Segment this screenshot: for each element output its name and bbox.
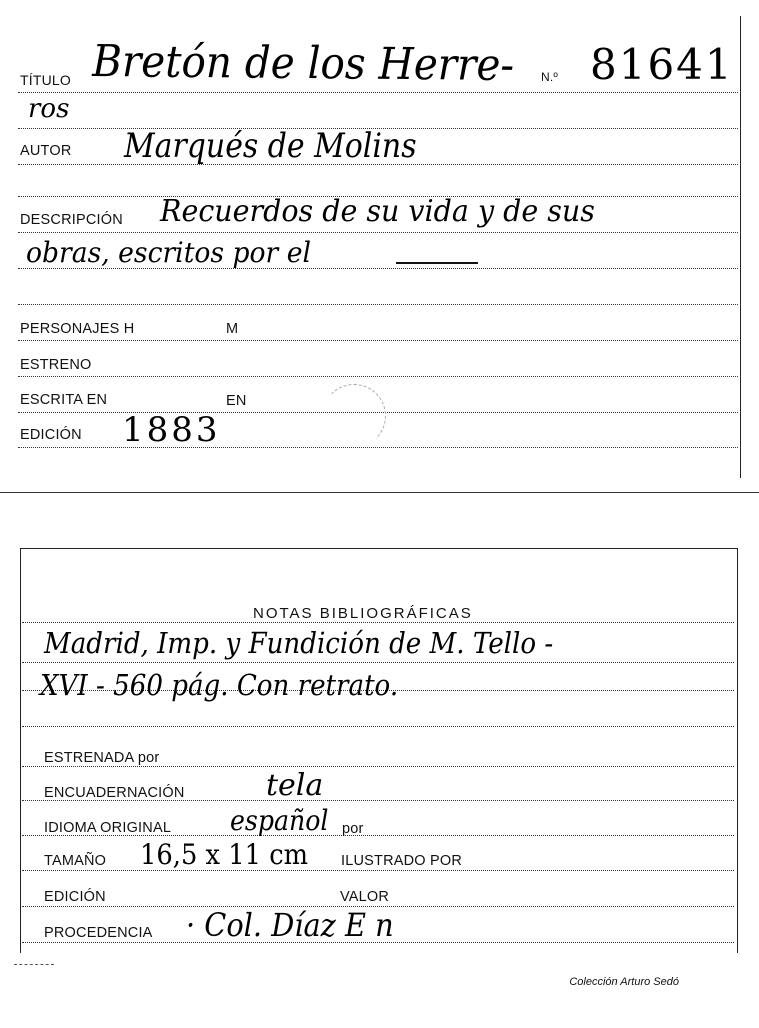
descripcion-value-line2: obras, escritos por el — [26, 236, 311, 269]
rule-line — [18, 232, 738, 233]
rule-line — [22, 726, 734, 727]
rule-line — [22, 622, 734, 623]
estrenada-label: ESTRENADA por — [44, 750, 160, 766]
idioma-por-label: por — [342, 821, 364, 837]
notas-line-1: Madrid, Imp. y Fundición de M. Tello - — [44, 626, 554, 660]
escrita-label: ESCRITA EN — [20, 392, 108, 408]
escrita-en-label: EN — [226, 393, 247, 409]
encuadernacion-value: tela — [266, 768, 324, 803]
catalog-card-front — [0, 0, 759, 495]
titulo-value: Bretón de los Herre- — [92, 36, 515, 92]
procedencia-value: · Col. Díaz E n — [186, 906, 394, 944]
edicion-label: EDICIÓN — [20, 427, 82, 443]
numero-label: N.º — [541, 70, 558, 84]
personajes-label: PERSONAJES H — [20, 321, 135, 337]
rule-line — [22, 870, 734, 871]
ink-stroke — [396, 262, 478, 264]
encuadernacion-label: ENCUADERNACIÓN — [44, 785, 185, 801]
titulo-label: TÍTULO — [20, 72, 71, 88]
idioma-label: IDIOMA ORIGINAL — [44, 820, 172, 836]
rule-line — [18, 92, 738, 93]
paper-blemish — [322, 384, 386, 448]
notas-line-2: XVI - 560 pág. Con retrato. — [40, 668, 399, 702]
card-separator — [0, 492, 759, 493]
procedencia-label: PROCEDENCIA — [44, 925, 153, 941]
edge-mark — [14, 964, 54, 965]
edicion-back-label: EDICIÓN — [44, 889, 106, 905]
autor-value: Marqués de Molins — [124, 126, 417, 166]
autor-label: AUTOR — [20, 143, 72, 159]
personajes-m-label: M — [226, 321, 239, 337]
rule-line — [18, 376, 738, 377]
ilustrado-label: ILUSTRADO POR — [341, 853, 463, 869]
edicion-value: 1883 — [122, 410, 221, 450]
idioma-value: español — [230, 804, 329, 837]
rule-line — [22, 766, 734, 767]
notas-bibliograficas-title: NOTAS BIBLIOGRÁFICAS — [253, 605, 473, 622]
estreno-label: ESTRENO — [20, 357, 92, 373]
rule-line — [18, 304, 738, 305]
coleccion-footer: Colección Arturo Sedó — [569, 976, 679, 988]
descripcion-value-line1: Recuerdos de su vida y de sus — [160, 194, 595, 229]
descripcion-label: DESCRIPCIÓN — [20, 212, 123, 228]
rule-line — [18, 340, 738, 341]
numero-value: 81641 — [590, 40, 734, 89]
titulo-value-continued: ros — [28, 94, 70, 124]
tamano-value: 16,5 x 11 cm — [140, 838, 309, 871]
valor-label: VALOR — [340, 889, 390, 905]
tamano-label: TAMAÑO — [44, 853, 107, 869]
rule-line — [22, 662, 734, 663]
